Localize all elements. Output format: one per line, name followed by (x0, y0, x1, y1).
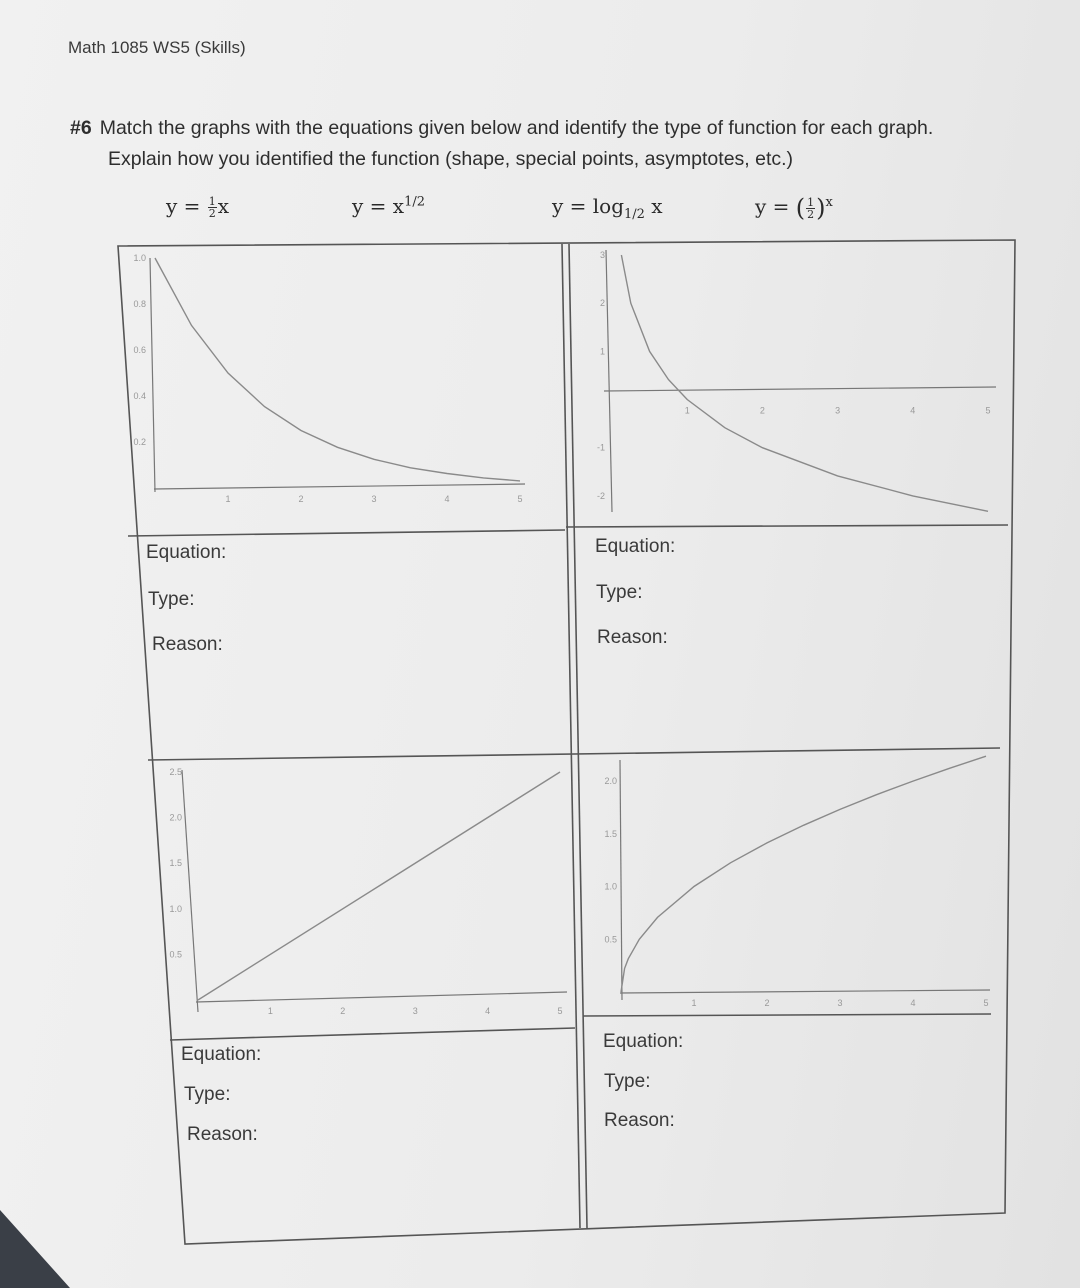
graph-bottom-right (604, 756, 990, 1008)
x-tick-label: 1 (691, 998, 697, 1008)
x-tick-label: 3 (835, 405, 841, 416)
reason-label-4: Reason: (604, 1110, 675, 1131)
type-label-3: Type: (184, 1084, 231, 1105)
problem-line-1: Match the graphs with the equations given below and identify the type of function for each graph. (99, 117, 934, 139)
y-tick-label: 1.0 (133, 253, 146, 263)
worksheet-header: Math 1085 WS5 (Skills) (68, 38, 246, 57)
y-tick-label: 2.0 (169, 812, 182, 823)
reason-label-2: Reason: (597, 627, 668, 648)
reason-label-1: Reason: (152, 634, 223, 655)
x-tick-label: 2 (340, 1006, 346, 1016)
problem-line-2: Explain how you identified the function (shape, special points, asymptotes, etc.) (108, 148, 794, 170)
equation-label-2: Equation: (595, 536, 676, 557)
y-tick-label: 1.5 (169, 858, 182, 869)
x-tick-label: 4 (485, 1006, 491, 1016)
graph-top-right (597, 250, 996, 512)
x-tick-label: 5 (985, 405, 991, 416)
x-tick-label: 1 (684, 405, 690, 416)
type-label-1: Type: (148, 589, 195, 610)
y-tick-label: 1.5 (604, 828, 617, 839)
equation-label-4: Equation: (603, 1031, 684, 1052)
x-tick-label: 1 (225, 494, 231, 504)
y-tick-label: 3 (599, 250, 605, 260)
x-tick-label: 2 (759, 405, 765, 416)
equation-half-pow-x: y = ( $\frac{1}{2}$ )$^x$ (755, 194, 833, 222)
problem-number: #6 (70, 117, 92, 139)
y-tick-label: 0.5 (169, 949, 182, 960)
y-tick-label: 0.2 (133, 437, 146, 447)
x-tick-label: 3 (412, 1006, 418, 1016)
x-tick-label: 2 (298, 494, 304, 504)
type-label-2: Type: (596, 582, 643, 603)
curve-4 (621, 756, 986, 992)
equation-label-3: Equation: (181, 1044, 262, 1065)
equation-half-x: y = $\frac{1}{2}$ x (166, 194, 230, 220)
x-tick-label: 5 (983, 998, 989, 1008)
graph-bottom-left (169, 767, 567, 1016)
y-tick-label: 0.5 (604, 934, 617, 945)
y-tick-label: 0.4 (133, 391, 146, 401)
x-tick-label: 5 (517, 494, 523, 504)
equation-log-half: $y = \log_{1/2} x$ (552, 194, 663, 222)
x-tick-label: 1 (267, 1006, 273, 1016)
y-tick-label: -1 (596, 442, 605, 453)
y-tick-label: 1.0 (169, 903, 182, 914)
y-tick-label: 0.8 (133, 299, 146, 309)
x-tick-label: 4 (910, 998, 916, 1008)
graph-top-left (133, 253, 525, 504)
curve-1 (155, 258, 520, 481)
y-tick-label: -2 (596, 490, 605, 501)
type-label-4: Type: (604, 1071, 651, 1092)
y-tick-label: 2.5 (169, 767, 182, 777)
x-tick-label: 5 (557, 1006, 563, 1016)
x-tick-label: 2 (764, 998, 770, 1008)
equation-sqrt-x: $y = x^{1/2}$ (352, 194, 425, 218)
y-tick-label: 1.0 (604, 881, 617, 892)
curve-3 (198, 772, 560, 1000)
curve-2 (621, 255, 991, 511)
y-tick-label: 2.0 (604, 776, 617, 787)
x-tick-label: 4 (444, 494, 450, 504)
grid-outer-border (118, 240, 1015, 1244)
x-tick-label: 3 (837, 998, 843, 1008)
y-tick-label: 1 (599, 346, 605, 357)
y-tick-label: 2 (599, 298, 605, 309)
x-tick-label: 3 (371, 494, 377, 504)
equation-label-1: Equation: (146, 542, 227, 563)
y-tick-label: 0.6 (133, 345, 146, 355)
reason-label-3: Reason: (187, 1124, 258, 1145)
x-tick-label: 4 (910, 405, 916, 416)
